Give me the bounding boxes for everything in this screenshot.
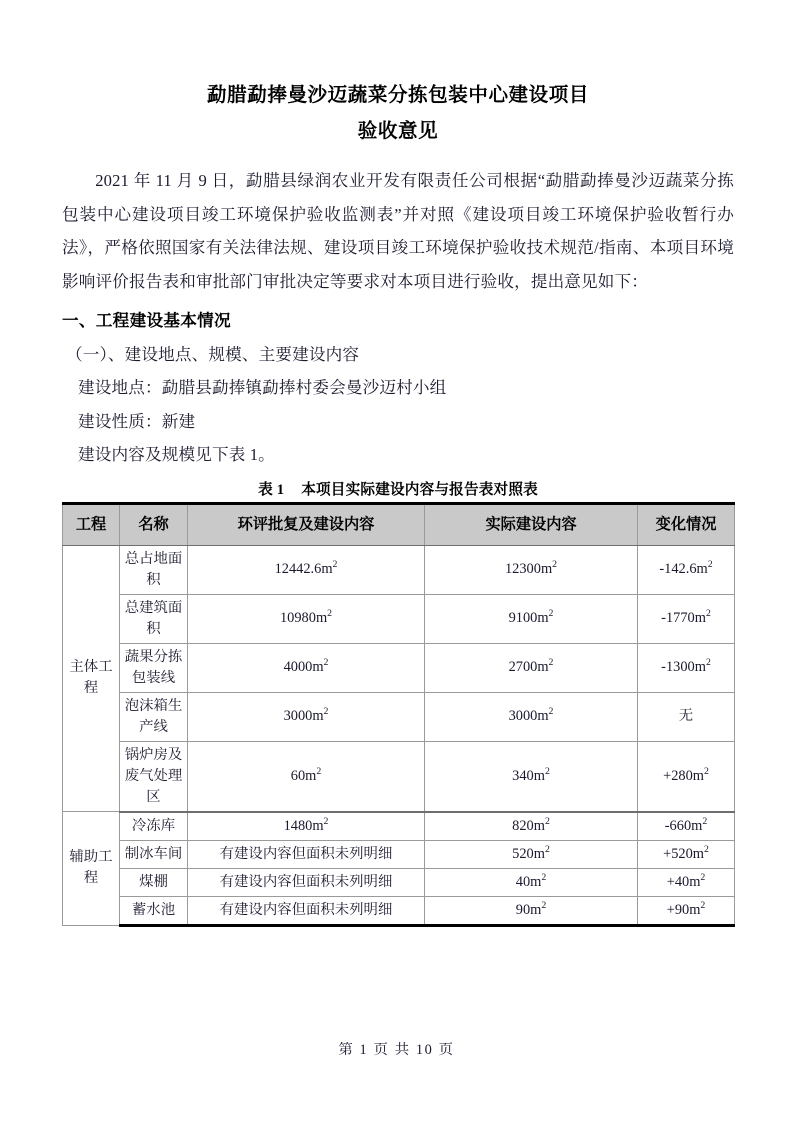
table-caption [62,478,734,499]
table-row [63,692,735,741]
row-name-cell: 煤棚 [120,868,188,896]
approved-content-cell: $3000m^2$ [188,692,425,741]
actual-content-cell: $820m^2$ [425,812,638,841]
section-heading-1: 一、工程建设基本情况 [62,311,231,330]
approved-content-cell: $4000m^2$ [188,643,425,692]
change-cell: $+40m^2$ [638,868,735,896]
change-cell: $+520m^2$ [638,840,735,868]
document-content [62,78,734,927]
change-cell: $-1300m^2$ [638,643,735,692]
approved-content-cell: $10980m^2$ [188,594,425,643]
group-label-cell: 主体工程 [63,545,120,812]
table-row [63,896,735,925]
actual-content-cell: $90m^2$ [425,896,638,925]
change-cell: $-142.6m^2$ [638,545,735,594]
page-footer: 第 1 页 共 10 页 [338,1042,455,1058]
change-cell: $-1770m^2$ [638,594,735,643]
column-header-name: 名称 [120,503,188,545]
row-name-cell: 锅炉房及废气处理区 [120,741,188,812]
column-header-change: 变化情况 [638,503,735,545]
table-caption-number: 表 1 [258,481,285,498]
actual-content-cell: $9100m^2$ [425,594,638,643]
table-row [63,840,735,868]
table-body [63,545,735,925]
actual-content-cell: $12300m^2$ [425,545,638,594]
page-title: 勐腊勐捧曼沙迈蔬菜分拣包装中心建设项目 [207,85,589,106]
table-row [63,545,735,594]
group-label-cell: 辅助工程 [63,812,120,926]
approved-content-cell: 有建设内容但面积未列明细 [188,840,425,868]
table-row [63,741,735,812]
change-cell: $+280m^2$ [638,741,735,812]
approved-content-cell: $60m^2$ [188,741,425,812]
table-header-row [63,503,735,545]
build-nature-line: 建设性质：新建 [78,411,196,431]
column-header-approved-content: 环评批复及建设内容 [188,503,425,545]
column-header-actual-content: 实际建设内容 [425,503,638,545]
change-cell: $+90m^2$ [638,896,735,925]
change-cell: 无 [638,692,735,741]
table-row [63,594,735,643]
actual-content-cell: $340m^2$ [425,741,638,812]
page-subtitle: 验收意见 [357,121,439,142]
row-name-cell: 总占地面积 [120,545,188,594]
row-name-cell: 制冰车间 [120,840,188,868]
intro-paragraph: 2021 年 11 月 9 日，勐腊县绿润农业开发有限责任公司根据“勐腊勐捧曼沙迈蔬菜分拣包装中心建设项目竣工环境保护验收监测表”并对照《建设项目竣工环境保护验收暂行办法》，严格依照国家有关法律法规、建设项目竣工环境保护验收技术规范/指南、本项目环境影响评价报告表和审批部门审批决定等要求对本项目进行验收，提出意见如下： [62,171,734,291]
table-row [63,643,735,692]
build-scale-line: 建设内容及规模见下表 1。 [78,445,275,464]
actual-content-cell: $520m^2$ [425,840,638,868]
column-header-engineering: 工程 [63,503,120,545]
actual-content-cell: $40m^2$ [425,868,638,896]
approved-content-cell: 有建设内容但面积未列明细 [188,896,425,925]
subsection-heading-1-1: （一）、建设地点、规模、主要建设内容 [66,344,360,364]
table-row [63,868,735,896]
change-cell: $-660m^2$ [638,812,735,841]
row-name-cell: 冷冻库 [120,812,188,841]
actual-content-cell: $2700m^2$ [425,643,638,692]
row-name-cell: 泡沫箱生产线 [120,692,188,741]
table-caption-text: 本项目实际建设内容与报告表对照表 [301,481,538,498]
approved-content-cell: $12442.6m^2$ [188,545,425,594]
approved-content-cell: $1480m^2$ [188,812,425,841]
actual-content-cell: $3000m^2$ [425,692,638,741]
approved-content-cell: 有建设内容但面积未列明细 [188,868,425,896]
row-name-cell: 总建筑面积 [120,594,188,643]
row-name-cell: 蓄水池 [120,896,188,925]
construction-comparison-table [62,502,735,927]
table-row [63,812,735,841]
row-name-cell: 蔬果分拣包装线 [120,643,188,692]
build-site-line: 建设地点：勐腊县勐捧镇勐捧村委会曼沙迈村小组 [78,378,447,397]
